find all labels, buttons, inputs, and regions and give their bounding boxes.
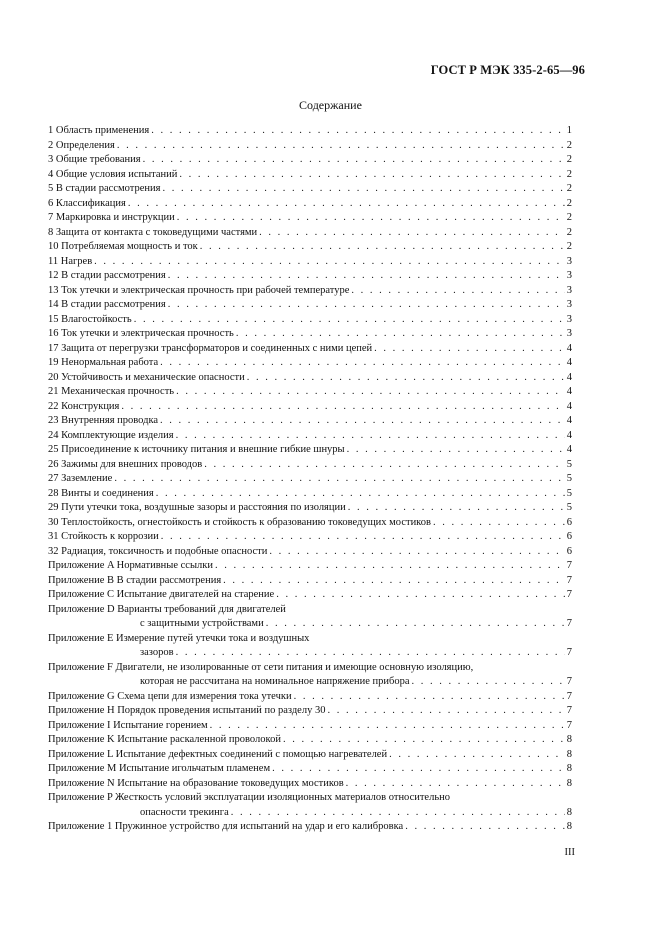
toc-leader-dots: [433, 516, 565, 531]
toc-entry-text: 4 Общие условия испытаний: [48, 168, 178, 180]
toc-entry: [48, 226, 572, 241]
toc-entry: [48, 632, 572, 647]
toc-page-number: 1: [566, 125, 572, 136]
toc-entry-text: Приложение 1 Пружинное устройство для испытаний на удар и его калибровка: [48, 821, 404, 832]
toc-page-number: 2: [566, 168, 572, 180]
toc-entry-text: Приложение I Испытание горением: [48, 719, 208, 731]
toc-leader-dots: [179, 168, 564, 183]
toc-entry: [48, 487, 572, 502]
toc-entry-text: Приложение B В стадии рассмотрения: [48, 574, 222, 586]
document-code: ГОСТ Р МЭК 335-2-65—96: [430, 63, 585, 77]
toc-page-number: 3: [566, 299, 572, 310]
toc-leader-dots: [269, 545, 564, 560]
toc-page-number: 2: [566, 212, 572, 223]
toc-entry: [48, 400, 572, 415]
toc-entry-text: опасности трекинга: [140, 806, 229, 818]
toc-entry-text: Приложение N Испытание на образование токоведущих мостиков: [48, 777, 344, 789]
toc-page-number: 6: [566, 516, 572, 528]
toc-page-number: 2: [566, 183, 572, 194]
toc-entry-text: 29 Пути утечки тока, воздушные зазоры и расстояния по изоляции: [48, 502, 346, 513]
toc-entry: [48, 530, 572, 545]
toc-leader-dots: [351, 284, 564, 299]
toc-entry: [48, 675, 572, 690]
toc-page-number: 2: [566, 139, 572, 151]
toc-page-number: 2: [566, 241, 572, 252]
toc-entry: [48, 327, 572, 342]
toc-entry-text: 21 Механическая прочность: [48, 386, 175, 397]
toc-entry-text: Приложение G Схема цепи для измерения тока утечки: [48, 690, 292, 702]
toc-leader-dots: [236, 327, 565, 342]
page-number: III: [564, 847, 575, 858]
toc-page-number: 5: [566, 458, 572, 470]
toc-page-number: 4: [566, 415, 572, 426]
toc-entry: [48, 762, 572, 777]
toc-leader-dots: [215, 559, 565, 574]
toc-entry: [48, 806, 572, 821]
toc-entry-text: Приложение L Испытание дефектных соединений с помощью нагревателей: [48, 748, 388, 760]
toc-page-number: 4: [566, 386, 572, 397]
toc-entry-text: 1 Область применения: [48, 125, 150, 136]
toc-entry-text: 15 Влагостойкость: [48, 313, 132, 325]
toc-entry-text: 25 Присоединение к источнику питания и внешние гибкие шнуры: [48, 444, 345, 455]
toc-entry: [48, 124, 572, 139]
toc-entry-text: 13 Ток утечки и электрическая прочность при рабочей температуре: [48, 284, 350, 296]
toc-entry-text: 11 Нагрев: [48, 255, 93, 267]
toc-leader-dots: [134, 313, 565, 328]
toc-entry-text: Приложение M Испытание игольчатым пламенем: [48, 763, 271, 774]
toc-leader-dots: [347, 443, 565, 458]
toc-entry: [48, 139, 572, 154]
toc-leader-dots: [162, 182, 564, 197]
toc-page-number: 3: [566, 284, 572, 296]
toc-entry-text: 24 Комплектующие изделия: [48, 429, 174, 441]
toc-entry: [48, 603, 572, 618]
toc-entry: [48, 820, 572, 835]
toc-entry: [48, 385, 572, 400]
toc-leader-dots: [412, 675, 565, 690]
toc-leader-dots: [259, 226, 565, 241]
toc-leader-dots: [200, 240, 565, 255]
toc-entry-text: 7 Маркировка и инструкции: [48, 212, 175, 223]
toc-leader-dots: [94, 255, 565, 270]
toc-page-number: 7: [566, 574, 572, 586]
toc-page-number: 3: [566, 270, 572, 281]
toc-leader-dots: [156, 487, 565, 502]
toc-entry-text: Приложение E Измерение путей утечки тока и воздушных: [48, 632, 310, 644]
toc-entry-text: 23 Внутренняя проводка: [48, 415, 159, 426]
toc-entry: [48, 197, 572, 212]
toc-entry: [48, 255, 572, 270]
toc-page-number: 7: [566, 589, 572, 600]
toc-leader-dots: [176, 646, 565, 661]
toc-page-number: 2: [566, 226, 572, 238]
toc-leader-dots: [161, 530, 565, 545]
toc-leader-dots: [231, 806, 565, 821]
toc-entry-text: 30 Теплостойкость, огнестойкость и стойкость к образованию токоведущих мостиков: [48, 516, 431, 528]
toc-entry: [48, 429, 572, 444]
toc-entry: [48, 472, 572, 487]
toc-entry: [48, 748, 572, 763]
toc-entry: [48, 182, 572, 197]
toc-page-number: 7: [566, 618, 572, 629]
toc-page-number: 3: [566, 313, 572, 325]
toc-page-number: 7: [566, 690, 572, 702]
toc-entry: [48, 588, 572, 603]
toc-page-number: 8: [566, 777, 572, 789]
toc-leader-dots: [114, 472, 564, 487]
toc-page-number: 6: [566, 531, 572, 542]
toc-entry: [48, 371, 572, 386]
toc-leader-dots: [168, 298, 565, 313]
toc-entry: [48, 559, 572, 574]
toc-page-number: 4: [566, 357, 572, 368]
toc-entry-text: 14 В стадии рассмотрения: [48, 299, 166, 310]
toc-entry: [48, 791, 572, 806]
toc-entry: [48, 733, 572, 748]
toc-leader-dots: [327, 704, 564, 719]
toc-entry-text: 12 В стадии рассмотрения: [48, 270, 166, 281]
toc-page-number: 4: [566, 371, 572, 383]
toc-leader-dots: [143, 153, 565, 168]
toc-entry-text: 6 Классификация: [48, 197, 126, 209]
toc-leader-dots: [117, 139, 565, 154]
toc-entry: [48, 690, 572, 705]
toc-leader-dots: [266, 617, 565, 632]
toc-page-number: 8: [566, 748, 572, 760]
toc-entry: [48, 617, 572, 632]
toc-entry-text: 19 Ненормальная работа: [48, 357, 159, 368]
toc-entry: [48, 458, 572, 473]
toc-entry-text: 10 Потребляемая мощность и ток: [48, 241, 198, 252]
toc-leader-dots: [276, 588, 565, 603]
toc-entry: [48, 414, 572, 429]
toc-leader-dots: [223, 574, 565, 589]
toc-entry-text: Приложение P Жесткость условий эксплуатации изоляционных материалов относительно: [48, 792, 450, 803]
toc-page-number: 8: [566, 821, 572, 832]
toc-leader-dots: [160, 414, 565, 429]
toc-leader-dots: [176, 385, 565, 400]
toc-page-number: 3: [566, 328, 572, 339]
toc-entry: [48, 240, 572, 255]
toc-leader-dots: [177, 211, 565, 226]
toc-entry: [48, 313, 572, 328]
toc-page-number: 2: [566, 197, 572, 209]
toc-page-number: 4: [566, 342, 572, 354]
toc-leader-dots: [121, 400, 564, 415]
toc-page-number: 5: [566, 487, 572, 499]
toc-page-number: 2: [566, 154, 572, 165]
toc-entry-text: зазоров: [140, 647, 174, 658]
toc-entry-text: 16 Ток утечки и электрическая прочность: [48, 328, 234, 339]
toc-entry: [48, 704, 572, 719]
toc-leader-dots: [389, 748, 565, 763]
toc-entry: [48, 211, 572, 226]
toc-entry: [48, 501, 572, 516]
toc-page-number: 7: [566, 719, 572, 731]
toc-page-number: 7: [566, 647, 572, 658]
toc-entry: [48, 443, 572, 458]
toc-leader-dots: [405, 820, 565, 835]
toc-leader-dots: [247, 371, 565, 386]
toc-entry: [48, 269, 572, 284]
toc-page-number: 5: [566, 502, 572, 513]
toc-leader-dots: [160, 356, 565, 371]
toc-page-number: 3: [566, 255, 572, 267]
toc-page-number: 7: [566, 560, 572, 571]
toc-leader-dots: [151, 124, 565, 139]
toc-entry-text: 8 Защита от контакта с токоведущими частями: [48, 226, 258, 238]
toc-page-number: 4: [566, 429, 572, 441]
table-of-contents: [48, 124, 572, 835]
toc-entry-text: Приложение K Испытание раскаленной проволокой: [48, 734, 281, 745]
toc-entry: [48, 516, 572, 531]
toc-leader-dots: [294, 690, 565, 705]
toc-entry: [48, 284, 572, 299]
toc-entry: [48, 719, 572, 734]
toc-page-number: 4: [566, 400, 572, 412]
toc-entry-text: 28 Винты и соединения: [48, 487, 154, 499]
toc-leader-dots: [283, 733, 565, 748]
toc-entry-text: которая не рассчитана на номинальное напряжение прибора: [140, 676, 410, 687]
toc-leader-dots: [128, 197, 565, 212]
toc-entry: [48, 661, 572, 676]
toc-entry-text: 26 Зажимы для внешних проводов: [48, 458, 203, 470]
toc-entry-text: 31 Стойкость к коррозии: [48, 531, 159, 542]
toc-entry-text: 20 Устойчивость и механические опасности: [48, 371, 245, 383]
toc-entry-text: Приложение A Нормативные ссылки: [48, 560, 213, 571]
toc-leader-dots: [210, 719, 565, 734]
toc-entry-text: Приложение D Варианты требований для двигателей: [48, 603, 286, 615]
toc-entry-text: 5 В стадии рассмотрения: [48, 183, 161, 194]
toc-entry-text: Приложение H Порядок проведения испытаний по разделу 30: [48, 705, 326, 716]
toc-page-number: 8: [566, 806, 572, 818]
toc-entry: [48, 356, 572, 371]
toc-leader-dots: [346, 777, 565, 792]
toc-entry: [48, 574, 572, 589]
toc-leader-dots: [348, 501, 565, 516]
toc-page-number: 8: [566, 763, 572, 774]
toc-leader-dots: [272, 762, 565, 777]
toc-leader-dots: [168, 269, 565, 284]
toc-entry-text: 22 Конструкция: [48, 400, 120, 412]
toc-page-number: 7: [566, 676, 572, 687]
toc-entry-text: 3 Общие требования: [48, 154, 141, 165]
toc-leader-dots: [374, 342, 565, 357]
toc-entry-text: 17 Защита от перегрузки трансформаторов и соединенных с ними цепей: [48, 342, 373, 354]
toc-leader-dots: [176, 429, 565, 444]
toc-entry-text: с защитными устройствами: [140, 618, 264, 629]
toc-entry: [48, 342, 572, 357]
toc-page-number: 6: [566, 545, 572, 557]
toc-entry: [48, 777, 572, 792]
toc-entry: [48, 545, 572, 560]
toc-entry: [48, 298, 572, 313]
toc-page-number: 4: [566, 444, 572, 455]
toc-entry: [48, 646, 572, 661]
toc-entry-text: Приложение F Двигатели, не изолированные от сети питания и имеющие основную изоляцию,: [48, 661, 474, 673]
toc-page-number: 7: [566, 705, 572, 716]
toc-entry-text: Приложение C Испытание двигателей на старение: [48, 589, 275, 600]
toc-page-number: 8: [566, 734, 572, 745]
toc-entry: [48, 168, 572, 183]
toc-entry: [48, 153, 572, 168]
toc-entry-text: 32 Радиация, токсичность и подобные опасности: [48, 545, 268, 557]
toc-page-number: 5: [566, 473, 572, 484]
toc-leader-dots: [204, 458, 565, 473]
toc-title: Содержание: [299, 98, 362, 112]
toc-entry-text: 2 Определения: [48, 139, 115, 151]
toc-entry-text: 27 Заземление: [48, 473, 113, 484]
